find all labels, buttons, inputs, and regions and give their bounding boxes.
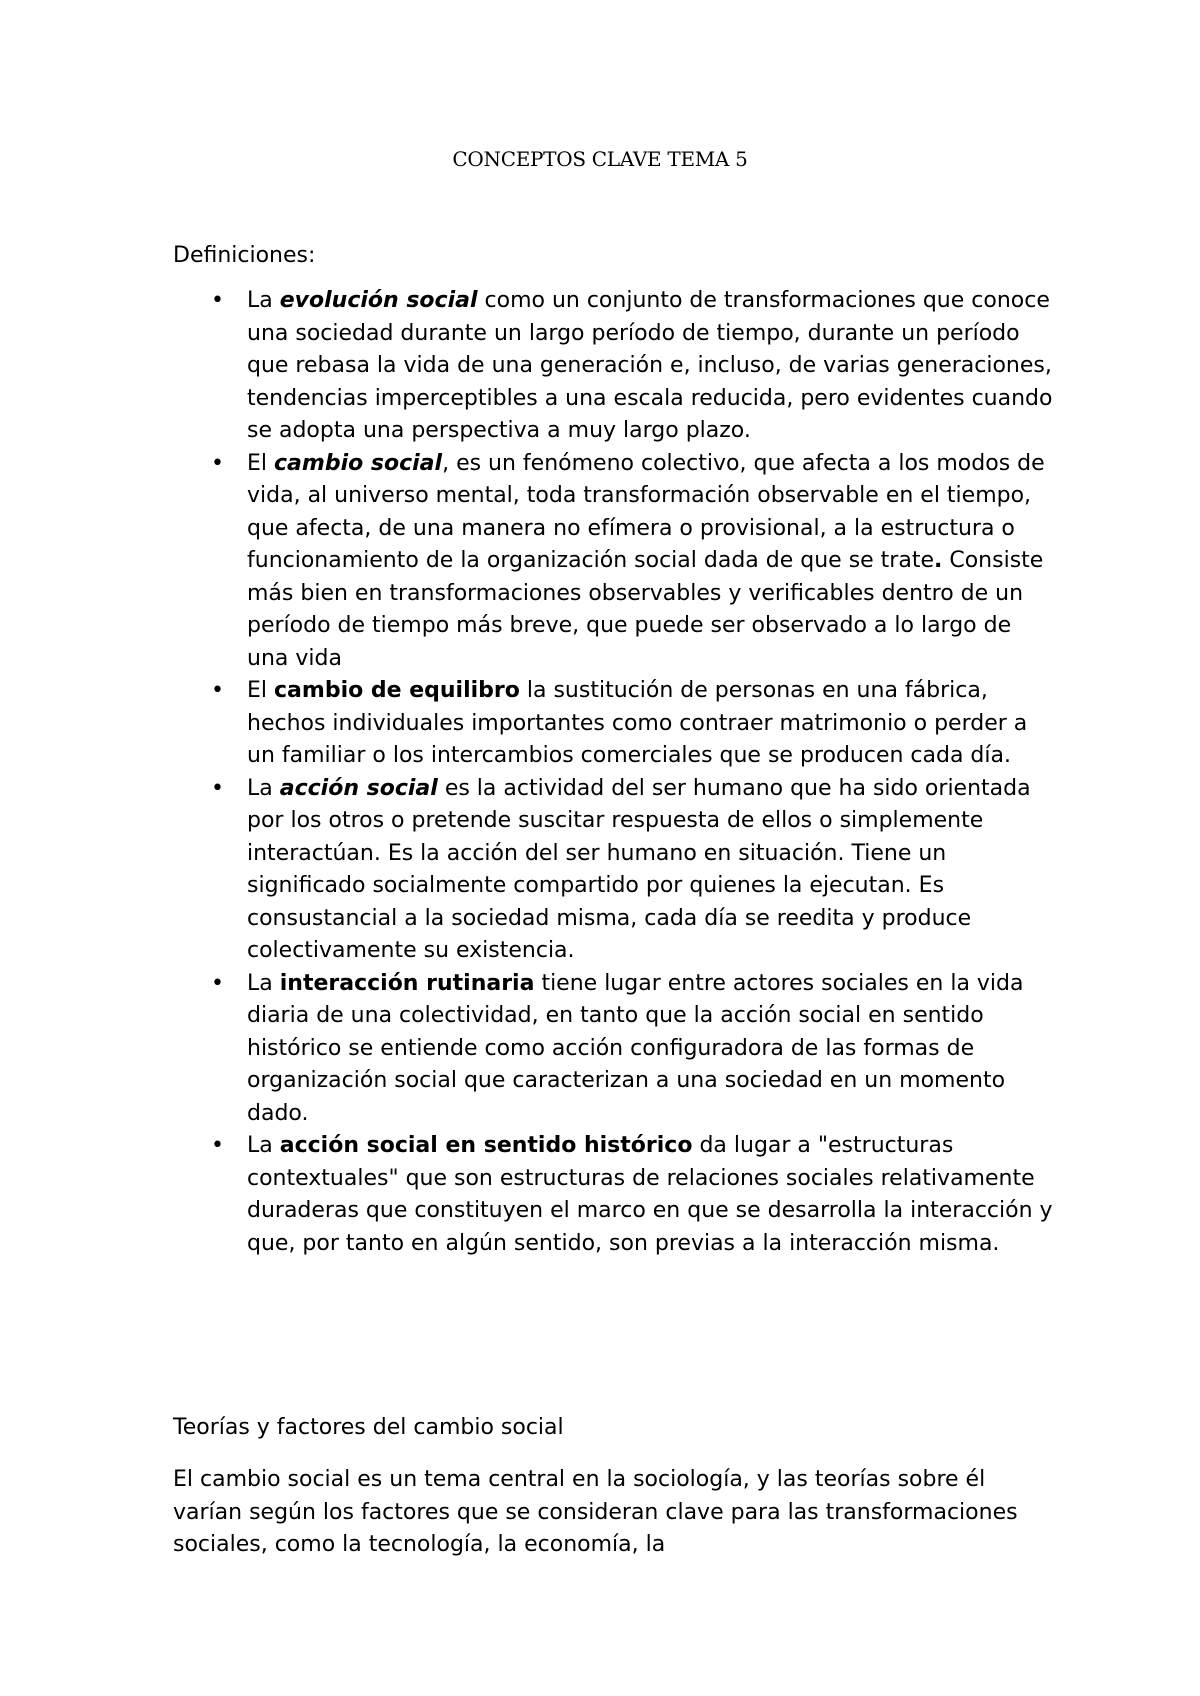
item-text-continued: que afecta, de una manera no efímera o provisional, a la estructura o funcionamiento de la organización social dada de que se trate xyxy=(247,515,1015,573)
item-text: , es un fenómeno colectivo, que afecta a los modos de vida, al universo mental, toda transformación observable en el tiempo, xyxy=(247,450,1045,508)
list-item-cambio-de-equilibro xyxy=(173,675,1053,773)
list-item-accion-social-historico xyxy=(173,1130,1053,1260)
page-title: CONCEPTOS CLAVE TEMA 5 xyxy=(452,147,748,171)
bullet-icon: • xyxy=(211,775,224,801)
term-accion-social-historico: acción social en sentido histórico xyxy=(279,1133,693,1158)
bullet-icon: • xyxy=(211,970,224,996)
list-item-accion-social xyxy=(173,773,1053,968)
bullet-icon: • xyxy=(211,450,224,476)
bold-period: . xyxy=(934,548,943,573)
item-text: la sustitución de personas en una fábrica, hechos individuales importantes como contraer matrimonio o perder a un familiar o los intercambios comerciales que se producen cada día. xyxy=(247,678,1028,768)
list-item-cambio-social xyxy=(173,448,1053,676)
term-accion-social: acción social xyxy=(279,775,438,801)
definitions-list xyxy=(173,285,1053,1260)
item-lead: El xyxy=(247,678,275,703)
definitions-label: Definiciones: xyxy=(173,243,316,268)
list-item-interaccion-rutinaria xyxy=(173,968,1053,1131)
item-text-continued-2: Consiste más bien en transformaciones observables y verificables dentro de un período de tiempo más breve, que puede ser observado a lo largo de una vida xyxy=(247,548,1044,671)
bullet-icon: • xyxy=(211,678,224,703)
item-text: como un conjunto de transformaciones que conoce una sociedad durante un largo período de tiempo, durante un período que rebasa la vida de una generación e, incluso, de varias generaciones, tendencias imperceptibles a una escala reducida, pero evidentes cuando se adopta una perspectiva a muy largo plazo. xyxy=(247,288,1053,443)
term-cambio-de-equilibro: cambio de equilibro xyxy=(274,678,520,703)
item-lead: El xyxy=(247,450,275,476)
item-lead: La xyxy=(247,970,280,996)
term-cambio-social: cambio social xyxy=(274,450,443,476)
item-text: es la actividad del ser humano que ha sido orientada por los otros o pretende suscitar respuesta de ellos o simplemente interactúan. Es la acción del ser humano en situación. Tiene un significado socialmente compartido por quienes la ejecutan. Es consustancial a la sociedad misma, cada día se reedita y produce colectivamente su existencia. xyxy=(247,775,1031,963)
section-paragraph: El cambio social es un tema central en la sociología, y las teorías sobre él varían según los factores que se consideran clave para las transformaciones sociales, como la tecnología, la economía, la xyxy=(173,1467,1018,1557)
item-text: da lugar a "estructuras contextuales" que son estructuras de relaciones sociales relativamente duraderas que constituyen el marco en que se desarrolla la interacción y que, por tanto en algún sentido, son previas a la interacción misma. xyxy=(247,1133,1053,1256)
item-lead: La xyxy=(247,1133,280,1158)
term-evolucion-social: evolución social xyxy=(279,288,478,313)
item-lead: La xyxy=(247,775,280,801)
bullet-icon: • xyxy=(211,1133,224,1158)
item-text: tiene lugar entre actores sociales en la vida diaria de una colectividad, en tanto que la acción social en sentido histórico se entiende como acción configuradora de las formas de organización social que caracterizan a una sociedad en un momento dado. xyxy=(247,970,1024,1126)
section-heading: Teorías y factores del cambio social xyxy=(173,1415,564,1440)
item-lead: La xyxy=(247,288,280,313)
bullet-icon: • xyxy=(211,288,224,313)
term-interaccion-rutinaria: interacción rutinaria xyxy=(279,970,535,996)
list-item-evolucion-social xyxy=(173,285,1053,448)
